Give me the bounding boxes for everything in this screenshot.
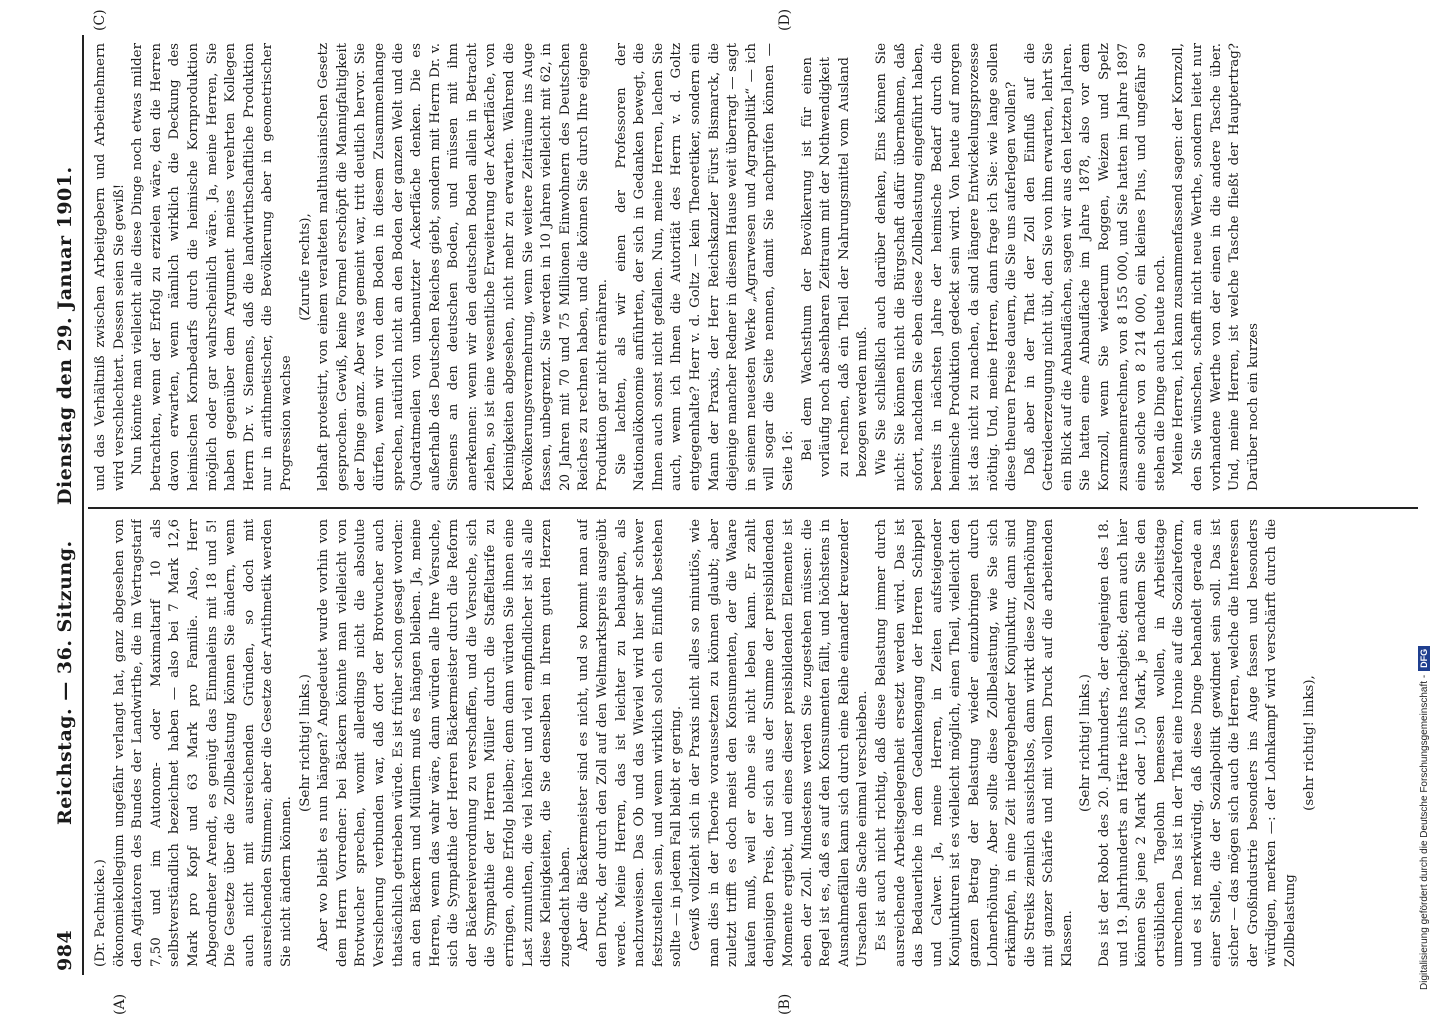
digitization-text: Digitalisierung gefördert durch die Deutsche Forschungsgemeinschaft - (1418, 674, 1430, 990)
speaker-label: (Dr. Pachnicke.) (93, 859, 108, 967)
left-column (92, 519, 1417, 967)
paragraph: lebhaft protestirt, von einem veralteten malthusianischen Gesetz gesprochen. Gewiß, keine Formel erschöpft die Mannigfaltigkeit der Dinge ganz. Aber was gemeint war, tritt deutlich hervor. Sie dürfen, wenn wir von dem Boden in diesem Zusammenhange sprechen, natürlich nicht an den Boden der ganzen Welt und die Quadratmeilen von unbenutzter Ackerfläche denken. Die es außerhalb des Deutschen Reiches giebt, sondern mit Herrn Dr. v. Siemens an den deutschen Boden, und müssen mit ihm anerkennen: wenn wir den deutschen Boden allein in Betracht ziehen, so ist eine wesentliche Erweiterung der Ackerfläche, von Kleinigkeiten abgesehen, nicht mehr zu erwarten. Während die Bevölkerungsvermehrung, wenn Sie weitere Zeiträume ins Auge fassen, unbegrenzt. Sie werden in 10 Jahren vielleicht mit 62, in 20 Jahren mit 70 und 75 Millionen Einwohnern des Deutschen Reiches zu rechnen haben, und die können Sie durch Ihre eigene Produktion gar nicht ernähren. (316, 43, 611, 491)
header-rule (82, 35, 84, 975)
paragraph: und das Verhältniß zwischen Arbeitgebern und Arbeitnehmern wird verschlechtert. Dessen seien Sie gewiß! (93, 43, 127, 491)
column-divider (88, 507, 1418, 509)
margin-marker-a: (A) (112, 993, 128, 1015)
margin-marker-d: (D) (777, 8, 793, 31)
paragraph: Nun könnte man vielleicht alle diese Dinge noch etwas milder betrachten, wenn der Erfolg zu erzielen wäre, den die Herren davon erwarten, wenn nämlich wirklich die Deckung des heimischen Kornbedarfs durch die heimische Kornproduktion möglich oder gar wahrscheinlich wäre. Ja, meine Herren, Sie haben gegenüber dem Argument meines verehrten Kollegen Herrn Dr. v. Siemens, daß die landwirthschaftliche Produktion nur in arithmetischer, die Bevölkerung aber in geometrischer Progression wachse (130, 43, 294, 491)
page-header (52, 35, 82, 975)
dfg-logo: DFG (1418, 646, 1430, 671)
paragraph: Es ist auch nicht richtig, daß diese Belastung immer durch ausreichende Arbeitsgelegenheit ersetzt werden wird. Das ist das Bedauerliche in dem Gedankengang der Herren Schippel und Calwer. Ja, meine Herren, in Zeiten aufsteigender Konjunkturen ist es vielleicht möglich, einen Theil, vielleicht den ganzen Betrag der Belastung wieder einzubringen durch Lohnerhöhung. Aber sollte diese Zollbelastung, wie Sie sich erkämpfen, in eine Zeit niedergehender Konjunktur, dann sind die Streiks ziemlich aussichtslos, dann wirkt diese Zollerhöhung mit ganzer Schärfe und mit vollem Druck auf die arbeitenden Klassen. (873, 519, 1075, 967)
page-number: 984 (54, 929, 76, 971)
margin-marker-b: (B) (777, 993, 793, 1015)
paragraph: Sie lachten, als wir einen der Professoren der Nationalökonomie anführten, der sich in Gedanken bewegt, die Ihnen auch sonst nicht gefallen. Nun, meine Herren, lachen Sie auch, wenn ich Ihnen die Autorität des Herrn v. d. Goltz entgegenhalte? Herr v. d. Goltz — kein Theoretiker, sondern ein Mann der Praxis, der Herr Reichskanzler Fürst Bismarck, die diejenige mancher Redner in diesem Hause weit überragt — sagt in seinem neuesten Werke „Agrarwesen und Agrarpolitik“ — ich will sogar die Seite nennen, damit Sie nachprüfen können — Seite 16: (613, 43, 796, 491)
quotation: Bei dem Wachsthum der Bevölkerung ist für einen vorläufig noch absehbaren Zeitraum mit der Nothwendigkeit zu rechnen, daß ein Theil der Nahrungsmittel vom Ausland bezogen werden muß. (799, 57, 871, 477)
paragraph: Das ist der Robot des 20. Jahrhunderts, der denjenigen des 18. und 19. Jahrhunderts an Härte nichts nachgiebt; denn auch hier können Sie jene 2 Mark oder 1,50 Mark, je nachdem Sie den ortsüblichen Tagelohn bemessen wollen, in Arbeitstage umrechnen. Das ist in der That eine Ironie auf die Sozialreform, und es ist merkwürdig, daß diese Dinge behandelt gerade an einer Stelle, die der Sozialpolitik gewidmet sein soll. Das ist sicher — das mögen sich auch die Herren, welche die Interessen der Großindustrie besonders ins Auge fassen und besonders würdigen, merken —: der Lohnkampf wird verschärft durch die Zollbelastung (1097, 519, 1298, 967)
paragraph: Meine Herren, ich kann zusammenfassend sagen: der Kornzoll, den Sie wünschen, schafft nicht neue Werthe, sondern leitet nur vorhandene Werthe von der einen in die andere Tasche über. Und, meine Herren, ist welche Tasche fließt der Hauptertrag? Darüber noch ein kurzes (1171, 43, 1261, 491)
paragraph: ökonomiekollegium ungefähr verlangt hat, ganz abgesehen von den Agitatoren des Bundes der Landwirthe, die im Vertragstarif 7,50 und im Autonom- oder Maximaltarif 10 als selbstverständlich bezeichnet haben — also bei 7 Mark 12,6 Mark pro Kopf und 63 Mark pro Familie. Also, Herr Abgeordneter Arendt, es genügt das Einmaleins mit 18 und 5! Die Gesetze über die Zollbelastung können Sie ändern, wenn auch nicht mit ausreichenden Gründen, so doch mit ausreichenden Stimmen; aber die Gesetze der Arithmetik werden Sie nicht ändern können. (111, 519, 294, 967)
digitization-notice (1418, 646, 1430, 990)
margin-marker-c: (C) (92, 9, 108, 31)
session-title: Reichstag. — 36. Sitzung. (54, 540, 76, 825)
paragraph: Daß aber in der That der Zoll den Einfluß auf die Getreideerzeugung nicht übt, den Sie von ihm erwarten, lehrt Sie ein Blick auf die Anbauflächen, sagen wir aus den letzten Jahren. Sie hatten eine Anbaufläche im Jahre 1878, also vor dem Kornzoll, wenn Sie wiederum Roggen, Weizen und Spelz zusammenrechnen, von 8 155 000, und Sie hatten im Jahre 1897 eine solche von 8 214 000, ein kleines Plus, und ungefähr so stehen die Dinge auch heute noch. (1022, 43, 1168, 491)
paragraph: Aber wo bleibt es nun hängen? Angedeutet wurde vorhin von dem Herrn Vorredner: bei Bäckern könnte man vielleicht von Brotwucher sprechen, womit allerdings nicht die absolute Versicherung verbunden war, daß dort der Brotwucher auch thatsächlich getrieben würde. Es ist früher schon gesagt worden: an den Bäckern und Müllern muß es hängen bleiben. Ja, meine Herren, wenn das wahr wäre, dann würden alle Ihre Versuche, sich die Sympathie der Herren Bäckermeister durch die Reform der Bäckereiverordnung zu verschaffen, und die Versuche, sich die Sympathie der Herren Müller durch die Staffeltarife zu erringen, ohne Erfolg bleiben; denn dann würden Sie ihnen eine Last zumuthen, die viel höher und viel empfindlicher ist als alle diese Kleinigkeiten, die Sie denselben in Ihrem guten Herzen zugedacht haben. (316, 519, 573, 967)
interjection: (sehr richtig! links), (1301, 675, 1317, 811)
paragraph: Aber die Bäckermeister sind es nicht, und so kommt man auf den Druck, der durch den Zoll auf den Weltmarktspreis ausgeübt werde. Meine Herren, das ist leichter zu behaupten, als nachzuweisen. Das Ob und das Wieviel wird hier sehr schwer festzustellen sein, und wenn wirklich solch ein Einfluß bestehen sollte — in jedem Fall bleibt er gering. (576, 519, 685, 967)
paragraph: Wie Sie schließlich auch darüber denken, Eins können Sie nicht: Sie können nicht die Bürgschaft dafür übernehmen, daß sofort, nachdem Sie eben diese Zollbelastung eingeführt haben, bereits in nächsten Jahre der heimische Bedarf durch die heimische Produktion gedeckt sein wird. Von heute auf morgen ist das nicht zu machen, da sind längere Entwickelungsprozesse nöthig. Und, meine Herren, dann frage ich Sie: wie lange sollen diese theuren Preise dauern, die Sie uns auferlegen wollen? (873, 43, 1020, 491)
session-date: Dienstag den 29. Januar 1901. (54, 166, 76, 505)
interjection: (Sehr richtig! links.) (1078, 674, 1094, 812)
interjection: (Sehr richtig! links.) (297, 674, 313, 812)
paragraph: Gewiß vollzieht sich in der Praxis nicht alles so minutiös, wie man dies in der Theorie voraussetzen zu können glaubt; aber zuletzt trifft es doch meist den Konsumenten, der die Waare kaufen muß, weil er ohne sie nicht leben kann. Er zahlt denjenigen Preis, der sich aus der Summe der preisbildenden Momente ergiebt, und eines dieser preisbildenden Elemente ist eben der Zoll. Mindestens werden Sie zugestehen müssen: die Regel ist es, daß es auf den Konsumenten fällt, und höchstens in Ausnahmefällen kann sich durch eine Reihe einander kreuzender Ursachen die Sache einmal verschieben. (688, 519, 871, 967)
interjection: (Zurufe rechts), (297, 213, 313, 321)
right-column (92, 43, 1417, 491)
